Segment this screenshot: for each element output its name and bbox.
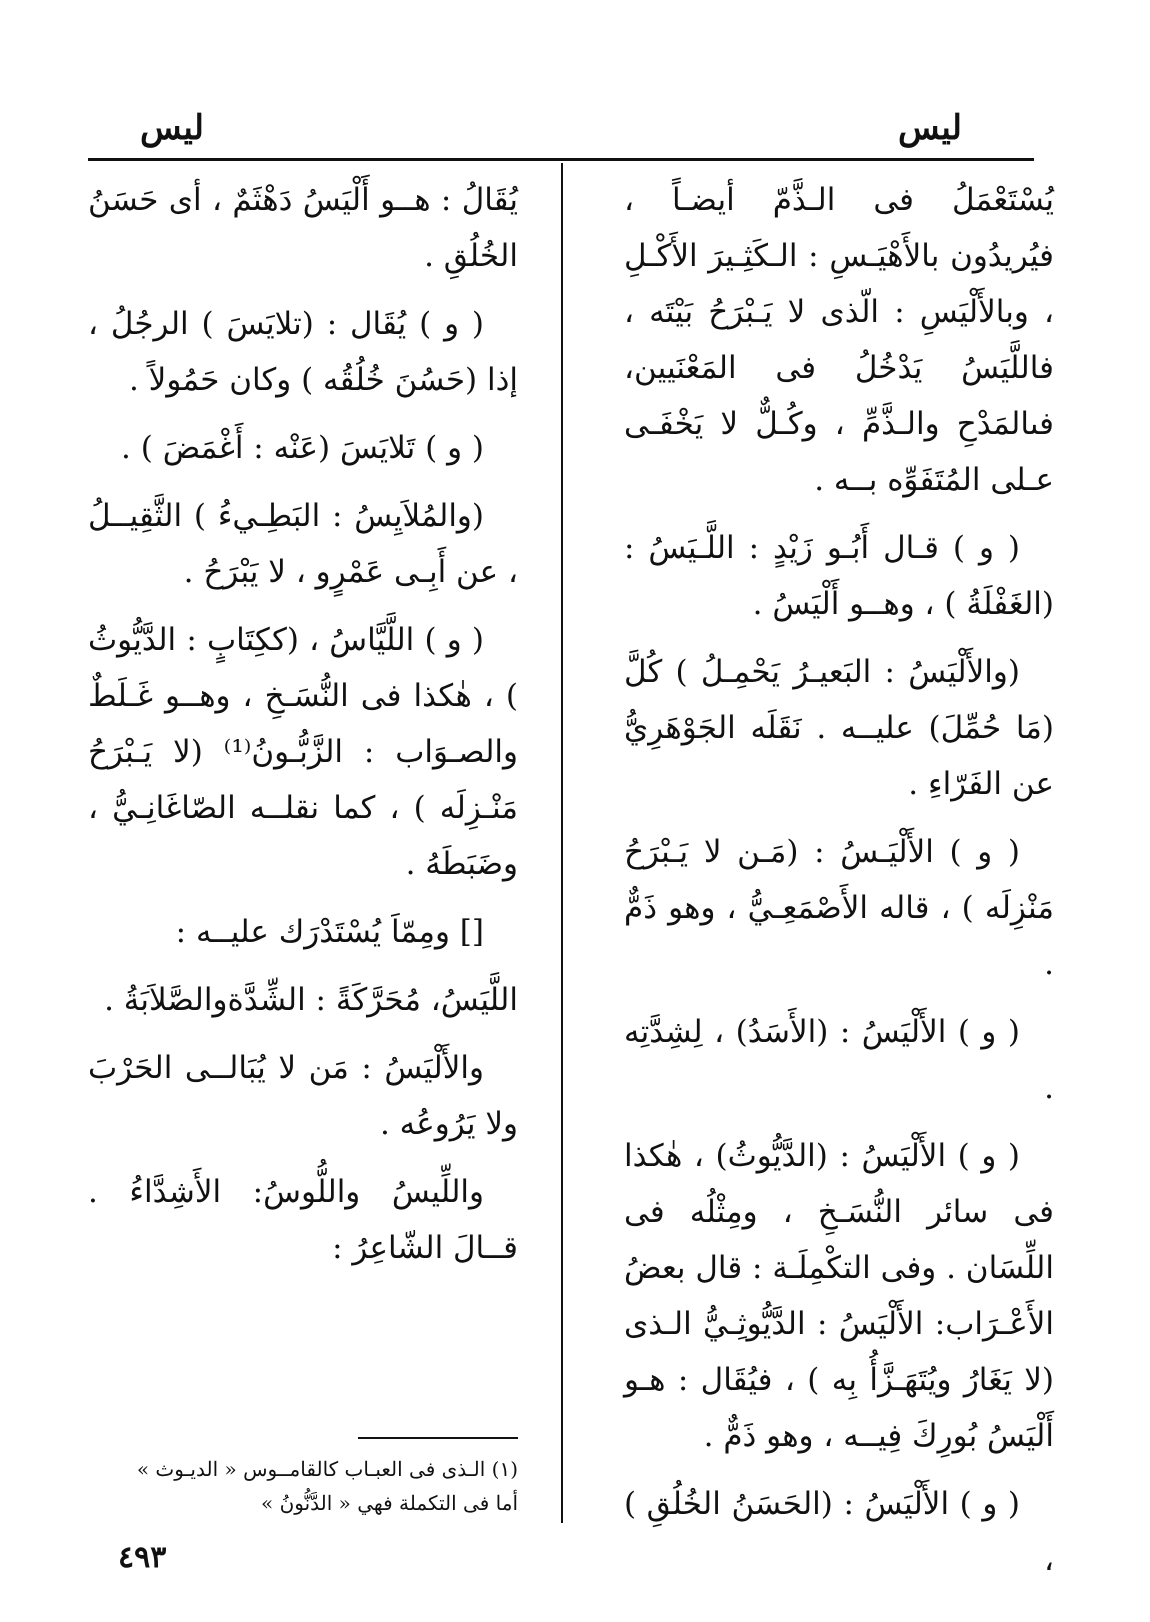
paragraph: يُقَالُ : هــو أَلْيَسُ دَهْثَمٌ ، أى حَسَنُ الخُلُقِ . [88,182,518,274]
paragraph: والأَلْيَسُ : مَن لا يُبَالــى الحَرْبَ ولا يَرُوعُه . [88,1050,518,1142]
header-rule [88,158,1034,161]
left-column [88,172,518,1288]
paragraph: ( و ) تَلايَسَ (عَنْه : أَغْمَضَ ) . [121,430,484,466]
footnote-line: أما فى التكملة فهي « الدَّنُّونُ » [260,1491,518,1515]
paragraph: (والمُلاَيِسُ : البَطِـيءُ ) الثَّقِيــلُ ، عن أَبِـى عَمْرٍو ، لا يَبْرَحُ . [88,498,518,590]
right-column [624,172,1054,1600]
running-header-left: ليس [140,108,204,148]
paragraph: ( و ) الأَلْيَسُ : (الأَسَدُ) ، لِشِدَّتِه . [624,1014,1054,1106]
footnote-line: (١) الـذى فى العبـاب كالقامــوس « الديـوث » [136,1457,518,1481]
paragraph: ( و ) قـال أَبُـو زَيْدٍ : اللَّـيَسُ : (الغَفْلَةُ ) ، وهــو أَلْيَسُ . [624,530,1054,622]
paragraph: [] ومِمّاَ يُسْتَدْرَك عليــه : [175,914,484,950]
paragraph: ( و ) يُقَال : (تلايَسَ ) الرجُلُ ، إذا (حَسُنَ خُلُقُه ) وكان حَمُولاً . [88,306,518,398]
page-number: ٤٩٣ [118,1540,167,1575]
paragraph: اللَّيَسُ، مُحَرَّكَةً : الشِّدَّةوالصَّلاَبَةُ . [104,982,518,1018]
paragraph: ( و ) الأَلْيَـسُ : (مَـن لا يَـبْرَحُ مَنْزِلَه ) ، قاله الأَصْمَعِـيُّ ، وهو ذَمٌّ . [624,834,1054,982]
paragraph: ( و ) اللَّيَّاسُ ، (ككِتَابٍ : الدَّيُّوثُ ) ، هٰكذا فى النُّسَـخِ ، وهــو غَـلَطٌ والصـوَاب : الزَّبُّـونُ⁽¹⁾ (لا يَـبْرَحُ مَنْـزِلَه ) ، كما نقلــه الصّاغَانِـيُّ ، وضَبَطَهُ . [88,622,518,882]
paragraph: يُسْتَعْمَلُ فى الـذَّمّ أيضـاً ، فيُريدُون بالأَهْيَـسِ : الـكَثِـيرَ الأَكْـلِ ، وبالأَلْيَسِ : الّذى لا يَـبْرَحُ بَيْتَه ، فاللَّيَسُ يَدْخُلُ فى المَعْنَيين، فىالمَدْحِ والـذَّمِّ ، وكُـلٌّ لا يَخْفَـى عـلى المُتَفَوِّه بــه . [624,182,1054,498]
footnote [88,1452,518,1520]
paragraph: ( و ) الأَلْيَسُ : (الدَّيُّوثُ) ، هٰكذا فى سائر النُّسَـخِ ، ومِثْلُه فى اللِّسَان . وفى التكْمِلَـة : قال بعضُ الأَعْـرَاب: الأَلْيَسُ : الدَّيُّوثِـيُّ الـذى (لا يَغَارُ ويُتَهَـزَّأُ بِه ) ، فيُقَال : هـو أَلْيَسُ بُورِكَ فِيــه ، وهو ذَمٌّ . [623,1138,1054,1454]
paragraph: ( و ) الأَلْيَسُ : (الحَسَنُ الخُلُقِ ) ، [624,1486,1054,1578]
paragraph: (والأَلْيَسُ : البَعيـرُ يَحْمِـلُ ) كُلَّ (مَا حُمِّلَ) عليــه . نَقَلَه الجَوْهَرِيُّ عن الفَرّاءِ . [624,654,1054,802]
paragraph: واللِّيسُ واللُّوسُ: الأَشِدَّاءُ . قــالَ الشّاعِرُ : [88,1174,518,1266]
column-divider [561,163,563,1523]
running-header-right: ليس [898,108,962,148]
footnote-rule [358,1437,518,1439]
